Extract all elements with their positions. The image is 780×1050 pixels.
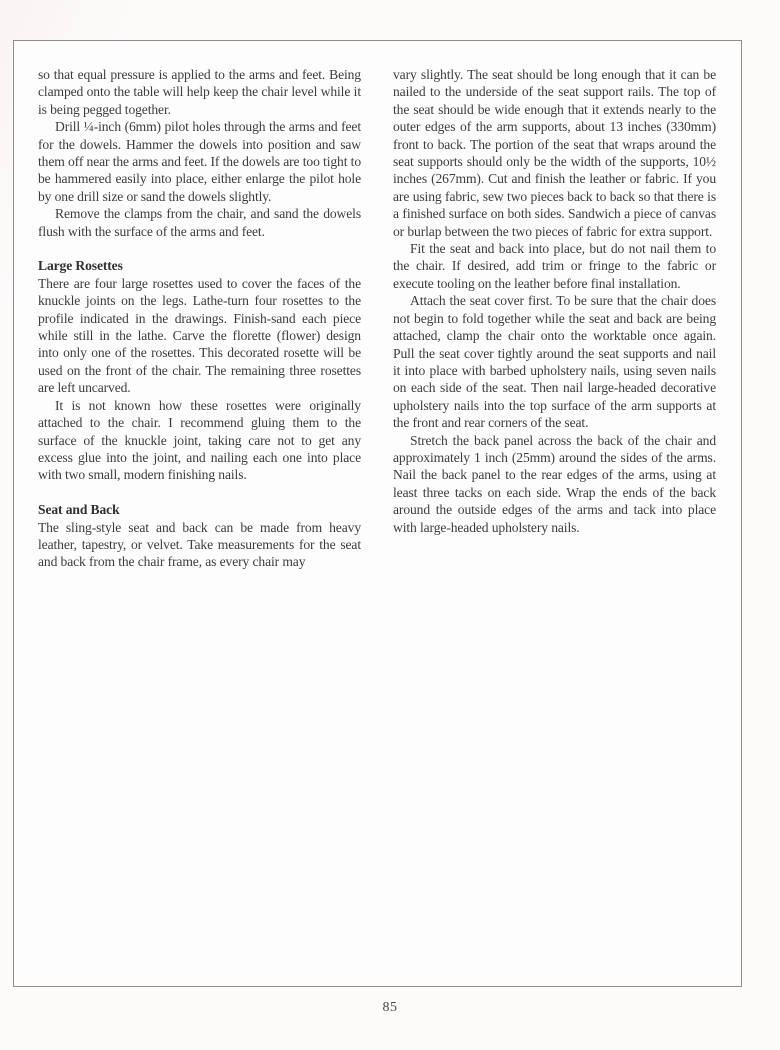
page-number: 85 <box>382 1000 398 1015</box>
body-paragraph: Stretch the back panel across the back of the chair and approximately 1 inch (25mm) around the sides of the arms. Nail the back panel to the rear edges of the arms, using at least three tacks on each side. Wrap the ends of the back around the outside edges of the arms and tack into place with large-headed upholstery nails. <box>393 432 716 535</box>
body-paragraph: so that equal pressure is applied to the arms and feet. Being clamped onto the table will help keep the chair level while it is being pegged together. <box>38 67 361 117</box>
body-paragraph: vary slightly. The seat should be long enough that it can be nailed to the underside of the seat support rails. The top of the seat should be wide enough that it extends nearly to the outer edges of the arm supports, about 13 inches (330mm) front to back. The portion of the seat that wraps around the seat supports should only be the width of the supports, 10½ inches (267mm). Cut and finish the leather or fabric. If you are using fabric, sew two pieces back to back so that there is a finished surface on both sides. Sandwich a piece of canvas or burlap between the two pieces of fabric for extra support. <box>393 67 716 239</box>
body-paragraph: There are four large rosettes used to cover the faces of the knuckle joints on the legs. Lathe-turn four rosettes to the profile indicated in the drawings. Finish-sand each piece while still in the lathe. Carve the florette (flower) design into only one of the rosettes. This decorated rosette will be used on the front of the chair. The remaining three rosettes are left uncarved. <box>38 275 361 396</box>
text-column-left <box>38 66 361 571</box>
body-paragraph: It is not known how these rosettes were originally attached to the chair. I recommend gluing them to the surface of the knuckle joint, taking care not to get any excess glue into the joint, and nailing each one into place with two small, modern finishing nails. <box>38 397 361 483</box>
body-paragraph: Attach the seat cover first. To be sure that the chair does not begin to fold together while the seat and back are being attached, clamp the chair onto the worktable once again. Pull the seat cover tightly around the seat supports and nail it into place with barbed upholstery nails, using seven nails on each side of the seat. Then nail large-headed decorative upholstery nails into the top surface of the arm supports at the front and rear corners of the seat. <box>393 293 716 431</box>
body-paragraph: Remove the clamps from the chair, and sand the dowels flush with the surface of the arms and feet. <box>38 206 361 239</box>
body-paragraph: Drill ¼-inch (6mm) pilot holes through the arms and feet for the dowels. Hammer the dowels into position and saw them off near the arms and feet. If the dowels are too tight to be hammered easily into place, either enlarge the pilot hole by one drill size or sand the dowels slightly. <box>38 119 361 204</box>
body-paragraph: Fit the seat and back into place, but do not nail them to the chair. If desired, add trim or fringe to the fabric or execute tooling on the leather before final installation. <box>393 241 716 291</box>
text-column-right <box>393 66 716 536</box>
section-heading-large-rosettes: Large Rosettes <box>38 258 123 274</box>
section-heading-seat-and-back: Seat and Back <box>38 502 120 518</box>
body-paragraph: The sling-style seat and back can be made from heavy leather, tapestry, or velvet. Take measurements for the seat and back from the chair frame, as every chair may <box>38 519 361 570</box>
